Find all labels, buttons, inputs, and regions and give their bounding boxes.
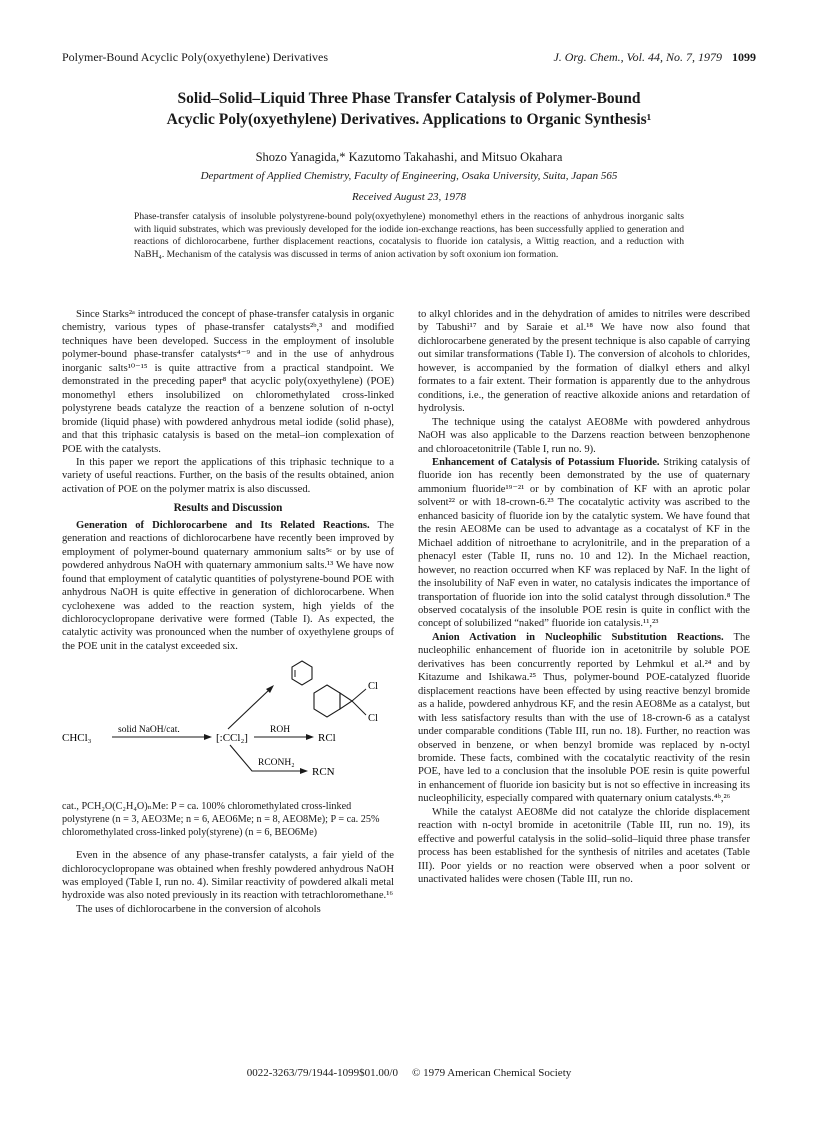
caption-text: cat., PCH₂O(C₂H₄O)ₙMe: P = ca. 100% chloromethylated cross-linked polystyrene (n = 3, AEO3Me; n = 6, AEO6Me; n = 8, AEO8Me); P = ca. 25% chloromethylated cross-linked poly(styrene) (n = 6, BEO6Me) (62, 801, 380, 838)
paragraph: Since Starks²ᵃ introduced the concept of phase-transfer catalysis in organic chemistry, various types of phase-transfer catalysts²ᵇ,³ and modified techniques have been developed. Success in the employment of insoluble polymer-bound phase-transfer catalysts⁴⁻⁹ and in the use of anhydrous inorganic salts¹⁰⁻¹⁵ is quite attractive from a practical standpoint. We demonstrated in the preceding paper⁸ that acyclic poly(oxyethylene) (POE) monomethyl ethers insolubilized on chloromethylated cross-linked polystyrene beads catalyze the reaction of a benzene solution of n-octyl bromide (liquid phase) with powdered anhydrous metal iodide (solid phase), and that this triphasic catalysis is based on the metal–ion complexation of POE with the catalysts. (62, 309, 394, 455)
right-column (418, 308, 750, 886)
rconh2-arrowhead (300, 768, 308, 774)
cyclopropane-ring (340, 693, 352, 709)
paragraph (418, 456, 750, 631)
title-line-1: Solid–Solid–Liquid Three Phase Transfer Catalysis of Polymer-Bound (177, 90, 641, 107)
ccl-bond-top (352, 689, 366, 701)
paragraph: The uses of dichlorocarbene in the conversion of alcohols (76, 903, 321, 915)
article-title (62, 88, 756, 130)
page-footer (62, 1067, 756, 1079)
title-line-2: Acyclic Poly(oxyethylene) Derivatives. Applications to Organic Synthesis¹ (166, 111, 652, 128)
running-title: Polymer-Bound Acyclic Poly(oxyethylene) Derivatives (62, 50, 329, 64)
paragraph (418, 631, 750, 806)
article-code: 0022-3263/79/1944-1099$01.00/0 (246, 1067, 398, 1079)
paragraph-heading: Enhancement of Catalysis of Potassium Fluoride. (432, 456, 660, 468)
paragraph-body: Striking catalysis of fluoride ion has recently been demonstrated by the use of quaternary ammonium fluoride¹⁹⁻²¹ or by combination of KF with an aprotic polar solvent²² or with 18-crown-6.²³ The cocatalytic activity was ascribed to the enhanced basicity of fluoride ion by the catalytic system. We have found that the resin AEO8Me can be used to advantage as a cocatalyst of KF in the Michael addition of nitroethane to acrylonitrile, and in the preparation of a phenacyl ester (Table II, runs no. 10 and 12). In the Michael reaction, however, no reaction occurred when KF was replaced by NaF. In the light of the insolubility of NaF even in water, no catalysis indicates the importance of transportation of fluoride ion into the solid catalyst through dissolution.⁸ The observed cocatalysis of the insoluble POE resin is quite in conflict with the concept of solubilized “naked” fluoride ion catalysis.¹¹,²³ (418, 456, 751, 630)
carbene-label: [:CCl₂] (216, 732, 248, 745)
paragraph-body: The generation and reactions of dichlorocarbene have recently been improved by employment of polymer-bound quaternary ammonium salts⁵ᶜ or by use of powdered anhydrous NaOH with quaternary ammonium salts.¹³ We have now found that employment of catalytic quantities of polystyrene-bound POE with anhydrous NaOH is quite effective in generation of dichlorocarbene. When cyclohexene was added to the reaction system, high yields of the dichlorocyclopropane derivative were formed (Table I). As expected, the catalytic activity was pronounced when the number of oxyethylene groups of the POE unit in the catalyst exceeded six. (62, 519, 394, 652)
rcl-label: RCl (318, 732, 336, 745)
rconh2-label: RCONH₂ (258, 758, 295, 769)
rcn-label: RCN (312, 766, 335, 779)
cl-bottom-label: Cl (368, 713, 378, 725)
paragraph: Even in the absence of any phase-transfer catalysts, a fair yield of the dichlorocyclopropane was obtained when freshly powdered anhydrous NaOH was employed (Table I, run no. 4). Similar reactivity of powdered alkali metal hydroxide was also noted previously in its reaction with tetrachloromethane.¹⁶ (62, 850, 394, 902)
left-column (62, 308, 394, 916)
chcl3-label: CHCl₃ (62, 732, 92, 745)
roh-arrowhead (306, 734, 314, 740)
cl-top-label: Cl (368, 681, 378, 693)
bicyclic-ring (314, 685, 340, 717)
page-number: 1099 (732, 50, 756, 64)
scheme-drawing (62, 659, 394, 797)
journal-citation (553, 50, 756, 65)
paragraph: While the catalyst AEO8Me did not catalyze the chloride displacement reaction with n-octyl bromide in acetonitrile (Table III, run no. 19), its effective and powerful catalysis in the solid–solid–liquid three phase transfer process has been established for the synthesis of nitriles and acetates (Table III). Poor yields or no reaction were observed when a poor solvent or unactivated halides were chosen (Table III, run no. (418, 806, 750, 886)
paragraph-heading: Generation of Dichlorocarbene and Its Related Reactions. (76, 519, 370, 531)
ccl-bond-bottom (352, 701, 366, 715)
roh-label: ROH (270, 725, 291, 736)
paragraph-heading: Anion Activation in Nucleophilic Substitution Reactions. (432, 631, 724, 643)
affiliation: Department of Applied Chemistry, Faculty of Engineering, Osaka University, Suita, Japan 565 (200, 170, 618, 182)
paragraph: The technique using the catalyst AEO8Me with powdered anhydrous NaOH was also applicable to the Darzens reaction between benzophenone and chloroacetonitrile (Table I, run no. 9). (418, 416, 750, 455)
copyright: © 1979 American Chemical Society (411, 1067, 572, 1079)
author-list: Shozo Yanagida,* Kazutomo Takahashi, and Mitsuo Okahara (255, 150, 563, 164)
paragraph (62, 519, 394, 654)
main-arrowhead (204, 734, 212, 740)
paragraph: In this paper we report the applications of this triphasic technique to a variety of useful reactions. Further, on the basis of the results obtained, anion activation of POE on the polymer matrix is also discussed. (62, 456, 394, 495)
received-date: Received August 23, 1978 (351, 191, 467, 203)
journal-name: J. Org. Chem., Vol. 44, No. 7, 1979 (553, 50, 722, 64)
paragraph-body: The nucleophilic enhancement of fluoride ion in acetonitrile by soluble POE derivatives has been concurrently reported by Lehmkul et al.²⁴ and by Kitazume and Ishikawa.²⁵ Thus, polymer-bound POE-catalyzed fluoride displacement reactions have been effected by using reactive benzyl bromide as a halide, powdered anhydrous KF, and the resin AEO8Me as a catalyst, but with less satisfactory results than with the use of 18-crown-6 as a catalyst under comparable conditions (Table III, run no. 18). Further, no reaction was observed in benzene, or when benzyl bromide was replaced by n-octyl bromide. These facts, combined with the cocatalytic reactivity of the resin POE, have led to a conclusion that the insoluble POE resin is quite powerful in enhancement of fluoride ion basicity but is not so effective in increasing its nucleophilicity, especially compared with quaternary onium catalysts.⁴ᵇ,²⁶ (418, 631, 750, 805)
abstract: Phase-transfer catalysis of insoluble polystyrene-bound poly(oxyethylene) monomethyl ethers in the reactions of anhydrous inorganic salts with liquid substrates, which was previously developed for the iodide ion-exchange reactions, has been successfully applied to generation and reactions of dichlorocarbene, further displacement reactions, cocatalysis to fluoride ion catalysis, a Wittig reaction, and a reduction with NaBH₄. Mechanism of the catalysis was discussed in terms of anion activation by soft oxonium ion formation. (134, 211, 684, 260)
reaction-scheme (62, 659, 394, 797)
reagent-label: solid NaOH/cat. (118, 725, 180, 736)
arrow-to-cyclopropane (228, 689, 270, 729)
scheme-caption (62, 801, 394, 839)
section-heading: Results and Discussion (173, 502, 283, 515)
paragraph: to alkyl chlorides and in the dehydration of amides to nitriles were described by Tabushi¹⁷ and by Saraie et al.¹⁸ We have now also found that dichlorocarbene generated by the present technique is also capable of carrying out similar transformations (Table I). The conversion of alcohols to chlorides, however, is accompanied by the formation of dialkyl ethers and alkyl formates to a fair extent. Their formation is apparently due to the anhydrous conditions, i.e., the generation of reactive alkoxide anions and retardation of hydrolysis. (418, 309, 750, 415)
